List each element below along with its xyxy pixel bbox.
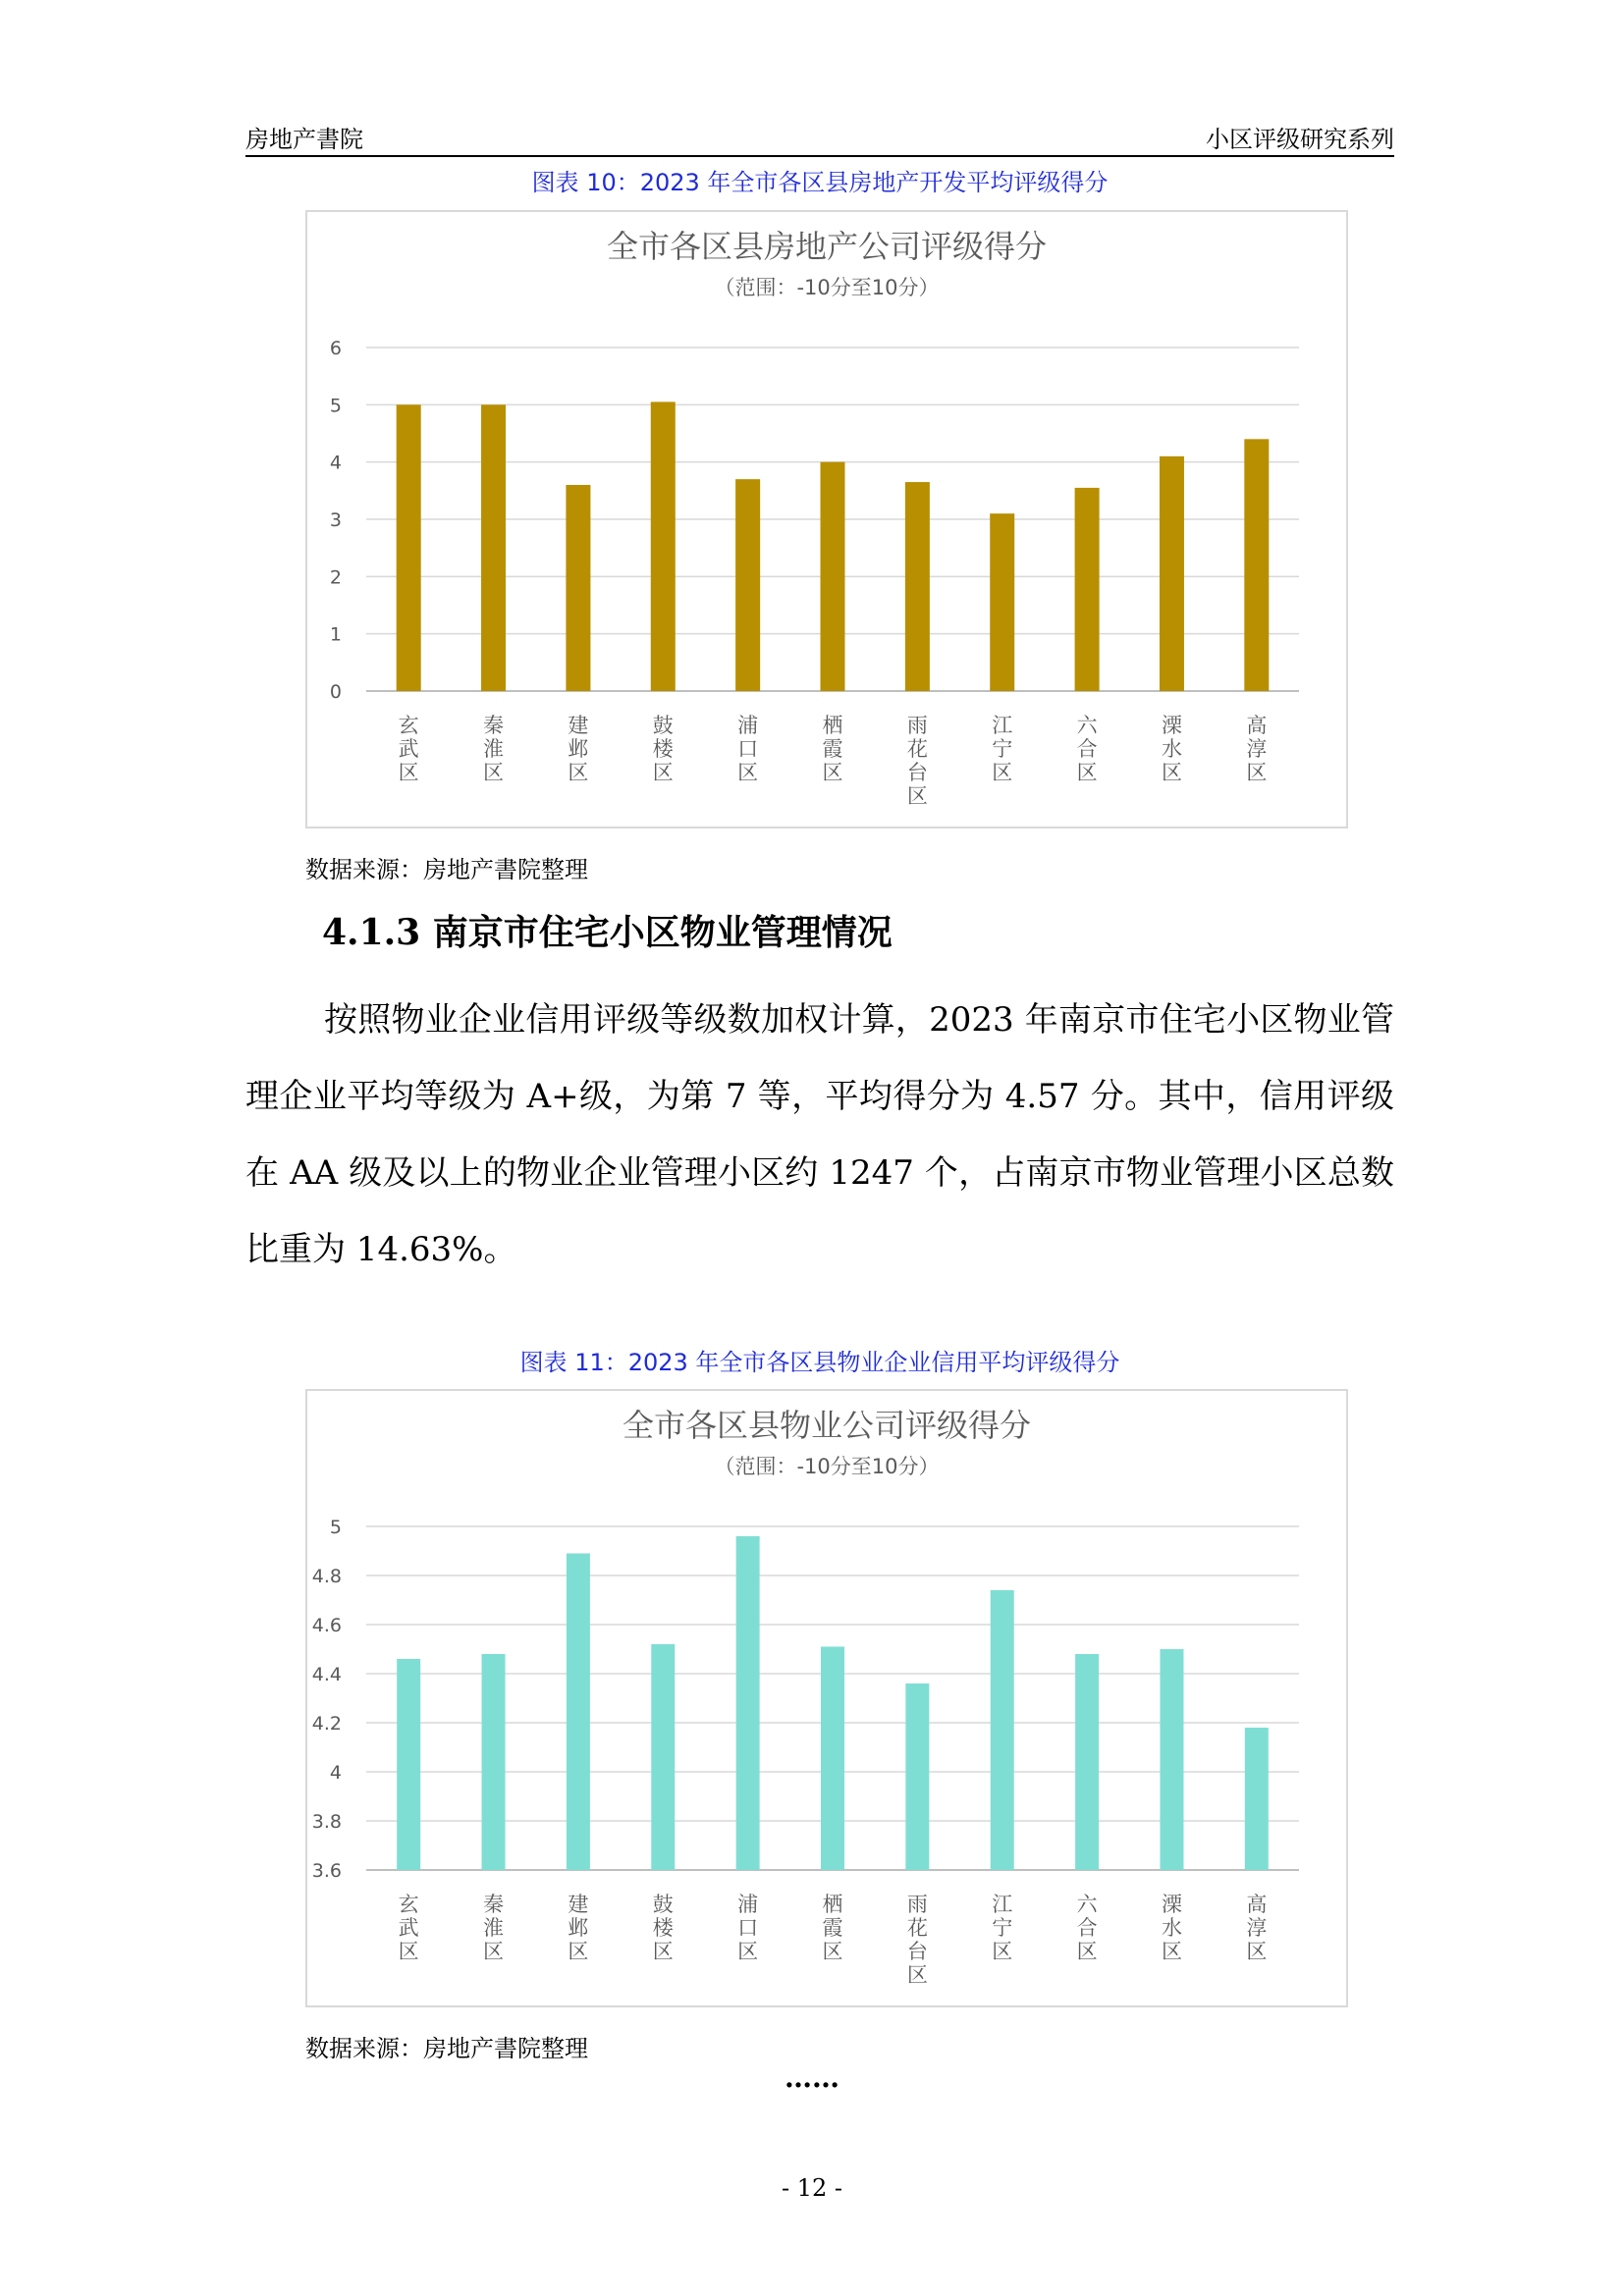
x-tick-label: 鼓楼区 — [652, 714, 674, 784]
bar — [397, 1659, 420, 1870]
y-tick-label: 3 — [329, 509, 342, 531]
bar — [481, 404, 506, 691]
x-tick-label: 建邺区 — [568, 1893, 589, 1963]
figure1-source: 数据来源：房地产書院整理 — [305, 856, 588, 883]
x-tick-label: 高淳区 — [1246, 714, 1268, 784]
y-tick-label: 4.8 — [311, 1566, 342, 1587]
bar — [397, 404, 421, 691]
header-series: 小区评级研究系列 — [1206, 126, 1394, 153]
figure2-caption: 图表 11：2023 年全市各区县物业企业信用平均评级得分 — [519, 1349, 1120, 1376]
chart-subtitle: （范围：-10分至10分） — [714, 1455, 940, 1478]
x-tick-label: 六合区 — [1076, 714, 1098, 784]
x-tick-label: 江宁区 — [992, 714, 1013, 784]
y-tick-label: 1 — [329, 623, 342, 646]
bar — [1244, 439, 1269, 691]
y-tick-label: 0 — [329, 681, 342, 703]
bar — [566, 485, 590, 691]
x-tick-label: 玄武区 — [398, 714, 419, 784]
x-tick-label: 雨花台区 — [906, 1893, 928, 1987]
x-tick-label: 浦口区 — [737, 714, 759, 784]
bar — [821, 1647, 844, 1871]
bar — [736, 1536, 760, 1870]
chart-property-svg — [307, 1391, 1346, 2005]
y-tick-label: 4.6 — [311, 1615, 342, 1636]
figure2-source: 数据来源：房地产書院整理 — [305, 2035, 588, 2062]
bar — [1245, 1728, 1269, 1870]
bar — [991, 1590, 1014, 1870]
chart-developer-svg — [307, 212, 1346, 827]
header-publisher: 房地产書院 — [245, 126, 363, 153]
bar — [990, 513, 1014, 691]
x-tick-label: 雨花台区 — [906, 714, 928, 808]
figure1-caption: 图表 10：2023 年全市各区县房地产开发平均评级得分 — [531, 169, 1109, 196]
y-tick-label: 2 — [329, 566, 342, 589]
bar — [821, 462, 845, 691]
bar — [567, 1554, 590, 1871]
x-tick-label: 浦口区 — [737, 1893, 759, 1963]
y-tick-label: 4.4 — [311, 1664, 342, 1685]
bar — [905, 1683, 929, 1870]
y-tick-label: 3.6 — [311, 1860, 342, 1882]
x-tick-label: 溧水区 — [1161, 1893, 1182, 1963]
x-tick-label: 建邺区 — [568, 714, 589, 784]
y-tick-label: 4 — [329, 1762, 342, 1784]
y-tick-label: 5 — [329, 395, 342, 417]
bar — [1160, 1649, 1183, 1870]
chart-property-ratings — [305, 1389, 1348, 2007]
x-tick-label: 六合区 — [1076, 1893, 1098, 1963]
page-number: - 12 - — [781, 2174, 842, 2202]
x-tick-label: 江宁区 — [992, 1893, 1013, 1963]
page-header — [245, 116, 1394, 157]
body-paragraph: 按照物业企业信用评级等级数加权计算，2023 年南京市住宅小区物业管理企业平均等级为 A+级，为第 7 等，平均得分为 4.57 分。其中，信用评级在 AA 级及以上的物业企业管理小区约 1247 个，占南京市物业管理小区总数比重为 14.63%。 — [245, 1000, 1394, 1269]
chart-title: 全市各区县物业公司评级得分 — [622, 1407, 1032, 1444]
x-tick-label: 秦淮区 — [483, 1893, 505, 1963]
x-tick-label: 溧水区 — [1161, 714, 1182, 784]
bar — [735, 479, 760, 691]
x-tick-label: 栖霞区 — [822, 1893, 843, 1963]
bar — [482, 1654, 506, 1870]
chart-title: 全市各区县房地产公司评级得分 — [606, 228, 1048, 265]
x-tick-label: 高淳区 — [1246, 1893, 1268, 1963]
bar — [1075, 1654, 1099, 1870]
y-tick-label: 3.8 — [311, 1811, 342, 1833]
bar — [905, 482, 930, 691]
y-tick-label: 4 — [329, 452, 342, 474]
bar — [1160, 456, 1184, 691]
section-heading: 4.1.3 南京市住宅小区物业管理情况 — [322, 912, 893, 953]
x-tick-label: 玄武区 — [398, 1893, 419, 1963]
bar — [651, 401, 676, 691]
y-tick-label: 6 — [329, 338, 342, 359]
y-tick-label: 4.2 — [311, 1713, 342, 1735]
ellipsis: …… — [785, 2061, 839, 2094]
bar — [651, 1644, 675, 1870]
x-tick-label: 鼓楼区 — [652, 1893, 674, 1963]
chart-developer-ratings — [305, 210, 1348, 828]
x-tick-label: 栖霞区 — [822, 714, 843, 784]
bar — [1075, 488, 1100, 691]
x-tick-label: 秦淮区 — [483, 714, 505, 784]
chart-subtitle: （范围：-10分至10分） — [714, 276, 940, 299]
y-tick-label: 5 — [329, 1517, 342, 1538]
